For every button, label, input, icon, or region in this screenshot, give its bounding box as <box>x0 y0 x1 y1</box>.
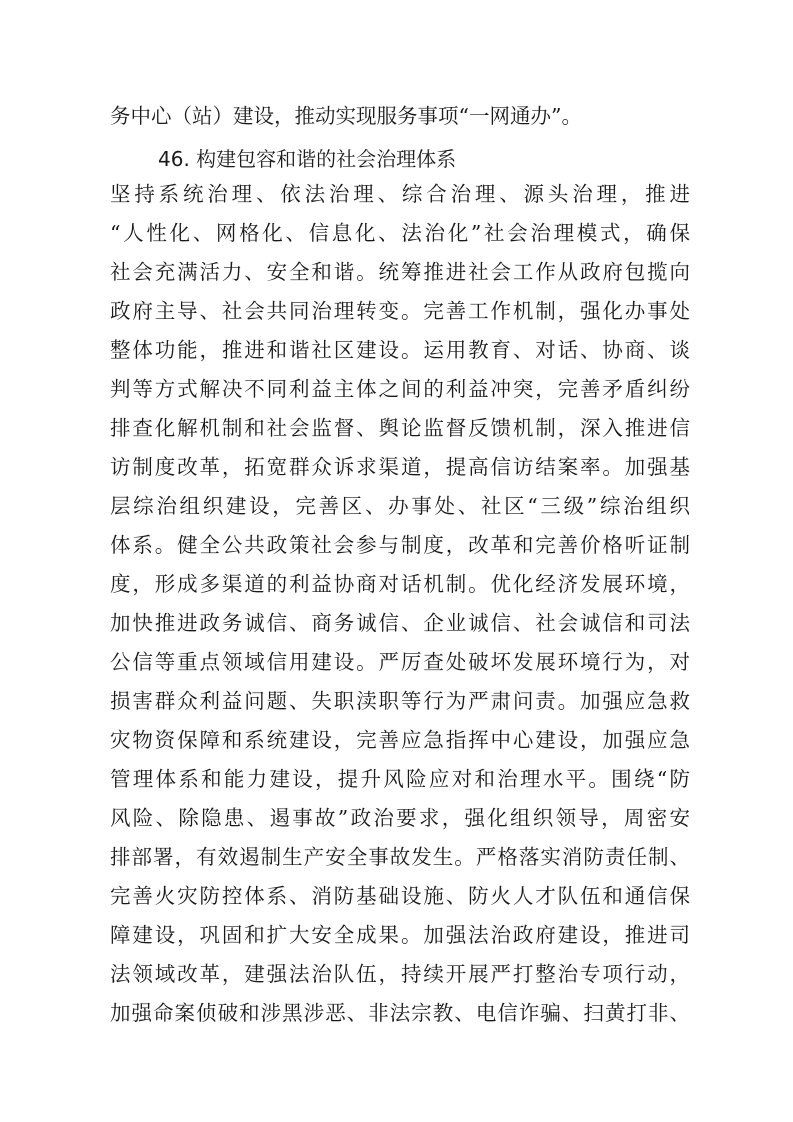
paragraph-line: 加强命案侦破和涉黑涉恶、非法宗教、电信诈骗、扫黄打非、 <box>110 1001 690 1025</box>
paragraph-line: 政府主导、社会共同治理转变。完善工作机制，强化办事处 <box>110 299 690 323</box>
paragraph-line: “人性化、网格化、信息化、法治化”社会治理模式，确保 <box>110 221 690 245</box>
paragraph-line: 管理体系和能力建设，提升风险应对和治理水平。围绕“防 <box>110 767 690 791</box>
paragraph-line: 整体功能，推进和谐社区建设。运用教育、对话、协商、谈 <box>110 338 690 362</box>
paragraph-line: 访制度改革，拓宽群众诉求渠道，提高信访结案率。加强基 <box>110 455 690 479</box>
continuation-line: 务中心（站）建设，推动实现服务事项“一网通办”。 <box>110 104 582 128</box>
paragraph-line: 障建设，巩固和扩大安全成果。加强法治政府建设，推进司 <box>110 923 690 947</box>
paragraph-line: 风险、除隐患、遏事故”政治要求，强化组织领导，周密安 <box>110 806 690 830</box>
paragraph-line: 灾物资保障和系统建设，完善应急指挥中心建设，加强应急 <box>110 728 690 752</box>
paragraph-line: 公信等重点领域信用建设。严厉查处破坏发展环境行为，对 <box>110 650 690 674</box>
paragraph-line: 度，形成多渠道的利益协商对话机制。优化经济发展环境， <box>110 572 690 596</box>
paragraph-line: 社会充满活力、安全和谐。统筹推进社会工作从政府包揽向 <box>110 260 690 284</box>
paragraph-line: 判等方式解决不同利益主体之间的利益冲突，完善矛盾纠纷 <box>110 377 690 401</box>
paragraph-line: 加快推进政务诚信、商务诚信、企业诚信、社会诚信和司法 <box>110 611 690 635</box>
paragraph-line: 排部署，有效遏制生产安全事故发生。严格落实消防责任制、 <box>110 845 690 869</box>
paragraph-line: 体系。健全公共政策社会参与制度，改革和完善价格听证制 <box>110 533 690 557</box>
paragraph-line: 法领域改革，建强法治队伍，持续开展严打整治专项行动， <box>110 962 690 986</box>
paragraph-line: 排查化解机制和社会监督、舆论监督反馈机制，深入推进信 <box>110 416 690 440</box>
section-heading: 46. 构建包容和谐的社会治理体系 <box>158 147 457 171</box>
paragraph-line: 完善火灾防控体系、消防基础设施、防火人才队伍和通信保 <box>110 884 690 908</box>
paragraph-line: 损害群众利益问题、失职渎职等行为严肃问责。加强应急救 <box>110 689 690 713</box>
paragraph-line: 层综治组织建设，完善区、办事处、社区“三级”综治组织 <box>110 494 690 518</box>
paragraph-line: 坚持系统治理、依法治理、综合治理、源头治理，推进 <box>110 182 690 206</box>
